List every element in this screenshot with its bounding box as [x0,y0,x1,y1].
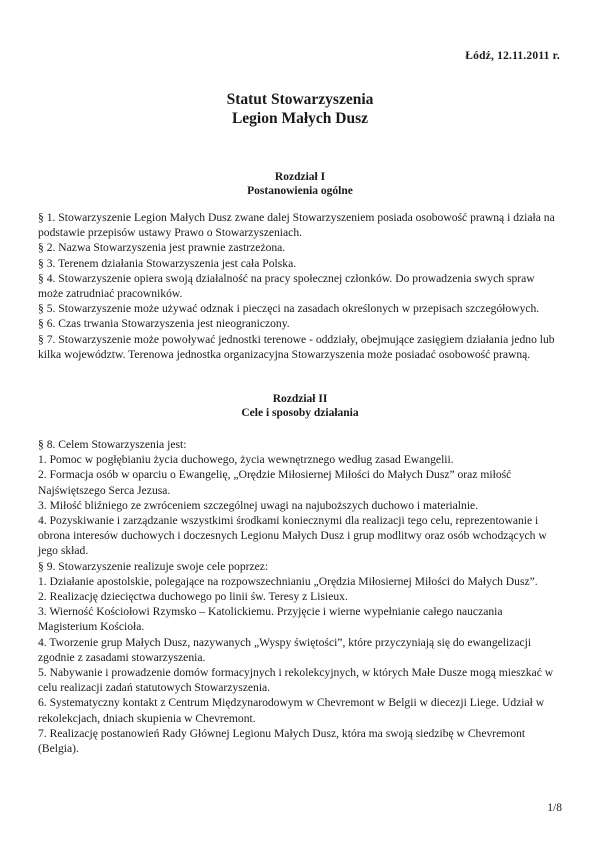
paragraph: 1. Pomoc w pogłębianiu życia duchowego, życia wewnętrznego według zasad Ewangelii. [38,453,454,467]
chapter-heading-2 [38,392,562,420]
chapter-heading-2-subtitle: Cele i sposoby działania [241,407,359,420]
paragraph: § 5. Stowarzyszenie może używać odznak i pieczęci na zasadach określonych w przepisach szczegółowych. [38,302,540,316]
paragraph: 7. Realizację postanowień Rady Głównej Legionu Małych Dusz, która ma swoją siedzibę w Chevremont (Belgia). [38,726,526,756]
paragraph: § 8. Celem Stowarzyszenia jest: [38,438,187,452]
chapter-2-body [38,437,562,756]
chapter-heading-1 [38,170,562,198]
document-title [38,90,562,128]
paragraph: § 3. Terenem działania Stowarzyszenia jest cała Polska. [38,256,297,270]
paragraph: 3. Miłość bliźniego ze zwróceniem szczególnej uwagi na najuboższych duchowo i materialnie. [38,498,479,512]
chapter-1-body [38,210,562,362]
chapter-heading-1-subtitle: Postanowienia ogólne [247,185,353,197]
paragraph: 1. Działanie apostolskie, polegające na rozpowszechnianiu „Orędzia Miłosiernej Miłości do Małych Dusz”. [38,574,538,588]
chapter-heading-2-title: Rozdział II [272,393,328,406]
page-number: 1/8 [547,802,562,814]
paragraph: 2. Formacja osób w oparciu o Ewangelię, „Orędzie Miłosiernej Miłości do Małych Dusz” oraz miłość Najświętszego Serca Jezusa. [38,468,512,497]
document-title-line-1: Statut Stowarzyszenia [226,91,374,108]
document-date: Łódź, 12.11.2011 r. [465,50,560,62]
paragraph: 3. Wierność Kościołowi Rzymsko – Katolickiemu. Przyjęcie i wierne wypełnianie całego nauczania Magisterium Kościoła. [38,605,503,634]
document-title-line-2: Legion Małych Dusz [231,110,369,127]
paragraph: § 2. Nazwa Stowarzyszenia jest prawnie zastrzeżona. [38,241,286,255]
paragraph: § 7. Stowarzyszenie może powoływać jednostki terenowe - oddziały, obejmujące zasięgiem działania jedno lub kilka województw. Terenowa jednostka organizacyjna Stowarzyszenia może posiadać osobowość prawną. [38,332,555,361]
paragraph: 5. Nabywanie i prowadzenie domów formacyjnych i rekolekcyjnych, w których Małe Dusze mogą mieszkać w celu realizacji zadań statutowych Stowarzyszenia. [38,666,554,695]
paragraph: 2. Realizację dziecięctwa duchowego po linii św. Teresy z Lisieux. [38,590,348,604]
paragraph: § 4. Stowarzyszenie opiera swoją działalność na pracy społecznej członków. Do prowadzenia swych spraw może zatrudniać pracowników. [38,271,535,301]
paragraph: 6. Systematyczny kontakt z Centrum Międzynarodowym w Chevremont w Belgii w diecezji Liege. Udział w rekolekcjach, dniach skupienia w Chevremont. [38,696,545,725]
paragraph: 4. Tworzenie grup Małych Dusz, nazywanych „Wyspy świętości”, które przyczyniają się do ewangelizacji zgodnie z zasadami stowarzyszenia. [38,635,532,664]
paragraph: § 6. Czas trwania Stowarzyszenia jest nieograniczony. [38,317,290,331]
paragraph: 4. Pozyskiwanie i zarządzanie wszystkimi środkami koniecznymi dla realizacji tego celu, reprezentowanie i obrona interesów duchowych i doczesnych Legionu Małych Dusz i grup modlitwy oraz osób wchodzących w jego skład. [38,514,547,558]
paragraph: § 1. Stowarzyszenie Legion Małych Dusz zwane dalej Stowarzyszeniem posiada osobowość prawną i działa na podstawie przepisów ustawy Prawo o Stowarzyszeniach. [38,211,555,240]
document-content [38,0,562,756]
chapter-heading-1-title: Rozdział I [274,171,326,183]
paragraph: § 9. Stowarzyszenie realizuje swoje cele poprzez: [38,559,269,573]
